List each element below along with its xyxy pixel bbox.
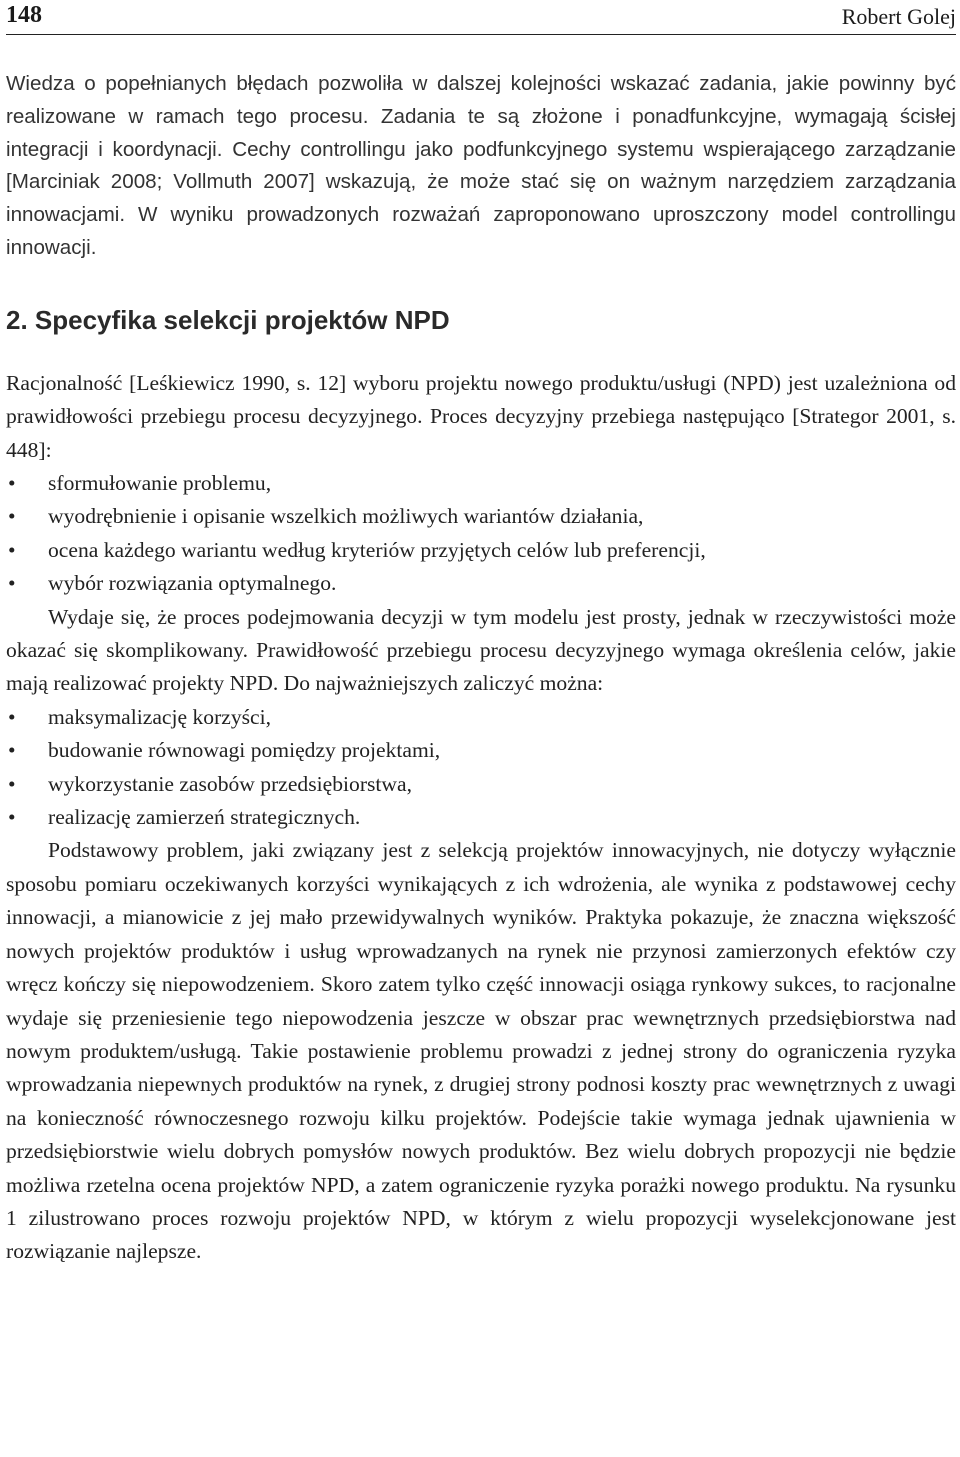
paragraph-goals-intro: Wydaje się, że proces podejmowania decyzji w tym modelu jest prosty, jednak w rzeczywistości może okazać się skomplikowany. Prawidłowość przebiegu procesu decyzyjnego wymaga określenia celów, jakie mają realizować projekty NPD. Do najważniejszych zaliczyć można: xyxy=(6,604,956,696)
list-item xyxy=(6,801,956,834)
list-item xyxy=(6,701,956,734)
list-item-text: ocena każdego wariantu według kryteriów przyjętych celów lub preferencji, xyxy=(48,537,706,562)
list-item xyxy=(6,534,956,567)
list-item-text: realizację zamierzeń strategicznych. xyxy=(48,805,361,830)
list-item xyxy=(6,734,956,767)
bullet-icon: • xyxy=(8,537,16,562)
list-item-text: wyodrębnienie i opisanie wszelkich możliwych wariantów działania, xyxy=(48,504,644,529)
intro-paragraph: Wiedza o popełnianych błędach pozwoliła w dalszej kolejności wskazać zadania, jakie powinny być realizowane w ramach tego procesu. Zadania te są złożone i ponadfunkcyjne, wymagają ścisłej integracji i koordynacji. Cechy controllingu jako podfunkcyjnego systemu wspierającego zarządzanie [Marciniak 2008; Vollmuth 2007] wskazują, że może stać się on ważnym narzędziem zarządzania innowacjami. W wyniku prowadzonych rozważań zaproponowano uproszczony model controllingu innowacji. xyxy=(6,72,956,259)
npd-goals-list xyxy=(6,701,956,835)
list-item xyxy=(6,500,956,533)
list-item-text: wybór rozwiązania optymalnego. xyxy=(48,571,337,596)
bullet-icon: • xyxy=(8,571,16,596)
list-item-text: wykorzystanie zasobów przedsiębiorstwa, xyxy=(48,771,412,796)
list-item-text: sformułowanie problemu, xyxy=(48,471,272,495)
running-header xyxy=(6,0,956,35)
section-heading: 2. Specyfika selekcji projektów NPD xyxy=(6,304,450,335)
running-author: Robert Golej xyxy=(841,4,956,29)
list-item-text: budowanie równowagi pomiędzy projektami, xyxy=(48,738,441,763)
list-item xyxy=(6,567,956,600)
section-body xyxy=(6,367,956,1269)
list-item xyxy=(6,768,956,801)
list-item-text: maksymalizację korzyści, xyxy=(48,704,272,729)
bullet-icon: • xyxy=(8,771,16,796)
bullet-icon: • xyxy=(8,805,16,830)
bullet-icon: • xyxy=(8,504,16,529)
bullet-icon: • xyxy=(8,471,16,495)
list-item xyxy=(6,467,956,500)
paragraph-selection-problem: Podstawowy problem, jaki związany jest z selekcją projektów innowacyjnych, nie dotyczy wyłącznie sposobu pomiaru oczekiwanych korzyści wynikających z ich wdrożenia, ale wynika z podstawowej cechy innowacji, a mianowicie z jej mało przewidywalnych wyników. Praktyka pokazuje, że znaczna większość nowych projektów produktów i usług wprowadzanych na rynek nie przynosi zamierzonych efektów czy wręcz kończy się niepowodzeniem. Skoro zatem tylko część innowacji osiąga rynkowy sukces, to racjonalne wydaje się przeniesienie tego niepowodzenia jeszcze w obszar prac wewnętrznych przedsiębiorstwa nad nowym produktem/usługą. Takie postawienie problemu prowadzi z jednej strony do ograniczenia ryzyka wprowadzania niepewnych produktów na rynek, z drugiej strony podnosi koszty prac wewnętrznych z uwagi na konieczność równoczesnego rozwoju kilku projektów. Podejście takie wymaga jednak ujawnienia w przedsiębiorstwie wielu dobrych pomysłów nowych produktów. Bez wielu dobrych propozycji nie będzie możliwa rzetelna ocena projektów NPD, a zatem ograniczenie ryzyka porażki nowego produktu. Na rysunku 1 zilustrowano proces rozwoju projektów NPD, w którym z wielu propozycji wyselekcjonowane jest rozwiązanie najlepsze. xyxy=(6,838,956,1264)
decision-steps-list xyxy=(6,467,956,601)
document-page xyxy=(6,0,956,1269)
bullet-icon: • xyxy=(8,738,16,763)
bullet-icon: • xyxy=(8,704,16,729)
paragraph-decision-process: Racjonalność [Leśkiewicz 1990, s. 12] wyboru projektu nowego produktu/usługi (NPD) jest uzależniona od prawidłowości przebiegu procesu decyzyjnego. Proces decyzyjny przebiega następująco [Strategor 2001, s. 448]: xyxy=(6,370,956,462)
page-number: 148 xyxy=(6,2,42,28)
